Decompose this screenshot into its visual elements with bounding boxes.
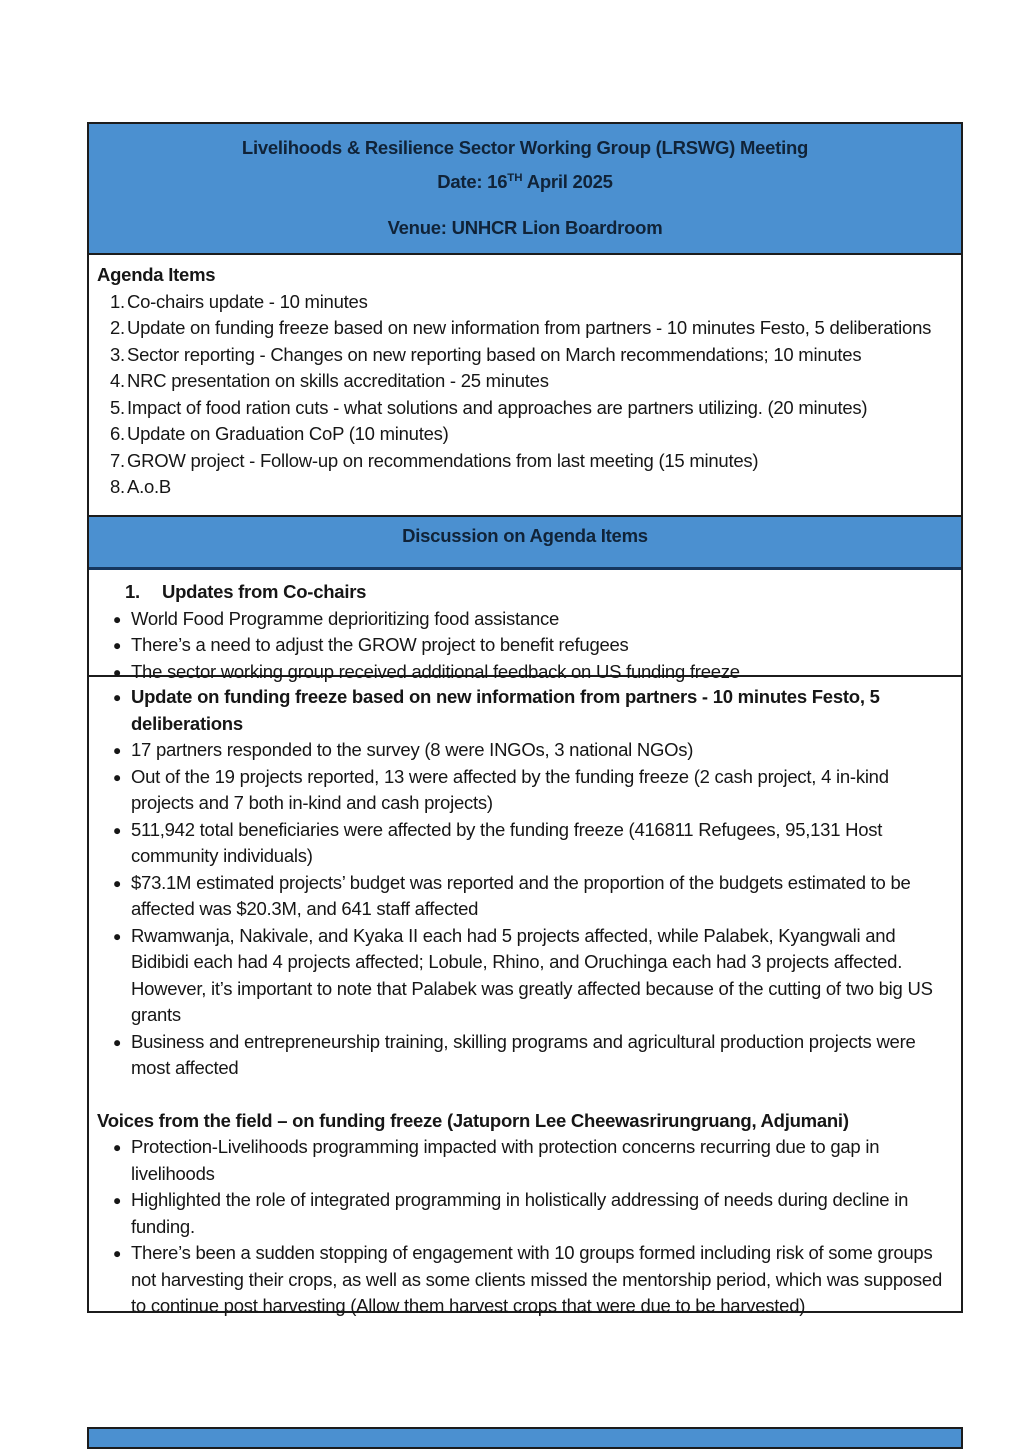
- bullet-icon: ●: [113, 689, 122, 705]
- agenda-item-number: 3.: [110, 343, 125, 365]
- bullet-item: [97, 606, 951, 633]
- agenda-item-text: Impact of food ration cuts - what solutions and approaches are partners utilizing. (20 minutes): [127, 396, 868, 418]
- bullet-item: [97, 764, 951, 817]
- agenda-item-text: NRC presentation on skills accreditation - 25 minutes: [127, 370, 549, 391]
- bullet-text: 17 partners responded to the survey (8 were INGOs, 3 national NGOs): [131, 739, 694, 760]
- bullet-icon: ●: [113, 1033, 122, 1050]
- agenda-item: [97, 395, 951, 422]
- bullet-icon: ●: [113, 610, 122, 627]
- cochairs-heading: [97, 579, 951, 606]
- bullet-icon: ●: [113, 663, 122, 680]
- title-header-band: [89, 124, 961, 255]
- bullet-text: Highlighted the role of integrated programming in holistically addressing of needs during decline in funding.: [131, 1189, 909, 1237]
- agenda-heading: Agenda Items: [97, 264, 216, 285]
- bullet-item: [97, 659, 951, 686]
- agenda-item: [97, 315, 951, 342]
- discussion-band-title: Discussion on Agenda Items: [402, 525, 648, 546]
- bullet-icon: ●: [113, 742, 122, 758]
- bullet-item: [97, 923, 951, 1029]
- minutes-table: [87, 122, 963, 1316]
- bullet-icon: ●: [113, 1245, 122, 1261]
- bullet-item: [97, 1240, 951, 1320]
- bullet-icon: ●: [113, 637, 122, 653]
- agenda-item: [97, 448, 951, 475]
- meeting-title: Livelihoods & Resilience Sector Working Group (LRSWG) Meeting: [241, 137, 809, 158]
- header-blank-line: [89, 197, 961, 213]
- agenda-item-number: 6.: [110, 423, 125, 444]
- cochairs-heading-text: Updates from Co-chairs: [162, 581, 367, 602]
- agenda-item-number: 1.: [110, 290, 125, 312]
- agenda-section: [89, 255, 961, 515]
- voices-heading: Voices from the field – on funding freeze (Jatuporn Lee Cheewasrirungruang, Adjumani): [97, 1109, 849, 1131]
- bullet-text: $73.1M estimated projects’ budget was reported and the proportion of the budgets estimated to be affected was $20.3M, and 641 staff affected: [131, 871, 911, 919]
- agenda-item: [97, 289, 951, 316]
- next-section-band-cutoff: [87, 1427, 963, 1449]
- bullet-item: [97, 817, 951, 870]
- agenda-item-number: 5.: [110, 396, 125, 418]
- bullet-text: 511,942 total beneficiaries were affected by the funding freeze (416811 Refugees, 95,131 Host community individuals): [131, 818, 883, 866]
- bullet-text: There’s been a sudden stopping of engagement with 10 groups formed including risk of some groups not harvesting their crops, as well as some clients missed the mentorship period, which was supposed to continue post harvesting (Allow them harvest crops that were due to be harvested): [131, 1242, 942, 1316]
- bullet-text: World Food Programme deprioritizing food assistance: [131, 607, 560, 629]
- date-suffix: April 2025: [522, 171, 613, 193]
- discussion-header-band: [89, 515, 961, 570]
- bullet-icon: ●: [113, 821, 122, 838]
- agenda-item-number: 8.: [110, 476, 125, 497]
- bullet-item: [97, 684, 951, 737]
- agenda-item-number: 4.: [110, 370, 125, 391]
- bullet-text: Protection-Livelihoods programming impacted with protection concerns recurring due to gap in livelihoods: [131, 1136, 880, 1184]
- agenda-item-text: Co-chairs update - 10 minutes: [127, 290, 368, 312]
- agenda-item: [97, 342, 951, 369]
- agenda-item: [97, 368, 951, 395]
- agenda-item: [97, 421, 951, 448]
- date-prefix: Date: 16: [437, 171, 508, 193]
- meeting-date: [89, 163, 961, 197]
- bullet-item: [97, 632, 951, 659]
- bullet-item: [97, 737, 951, 764]
- funding-lead-bullet-text: Update on funding freeze based on new information from partners - 10 minutes Festo, 5 deliberations: [131, 686, 880, 734]
- bullet-icon: ●: [113, 1139, 122, 1155]
- bullet-icon: ●: [113, 927, 122, 944]
- agenda-item-number: 2.: [110, 317, 125, 338]
- bullet-item: [97, 1187, 951, 1240]
- bullet-item: [97, 870, 951, 923]
- bullet-icon: ●: [113, 874, 122, 891]
- blank-line: [97, 1082, 951, 1108]
- funding-freeze-section: [89, 677, 961, 1316]
- bullet-text: Business and entrepreneurship training, skilling programs and agricultural production projects were most affected: [131, 1030, 916, 1078]
- agenda-item-text: Update on funding freeze based on new information from partners - 10 minutes Festo, 5 deliberations: [127, 317, 932, 338]
- bullet-icon: ●: [113, 1192, 122, 1208]
- meeting-venue: Venue: UNHCR Lion Boardroom: [387, 217, 663, 239]
- bullet-text: Rwamwanja, Nakivale, and Kyaka II each had 5 projects affected, while Palabek, Kyangwali and Bidibidi each had 4 projects affected; Lobule, Rhino, and Oruchinga each had 3 projects affected. However, it’s important to note that Palabek was greatly affected because of the cutting of two big US grants: [131, 924, 933, 1025]
- bullet-item: [97, 1029, 951, 1082]
- agenda-item-number: 7.: [110, 449, 125, 471]
- agenda-item-text: A.o.B: [127, 476, 171, 497]
- date-ordinal-superscript: TH: [507, 172, 523, 184]
- bullet-text: The sector working group received additional feedback on US funding freeze: [131, 660, 740, 682]
- agenda-item-text: GROW project - Follow-up on recommendations from last meeting (15 minutes): [127, 449, 759, 471]
- bullet-text: Out of the 19 projects reported, 13 were affected by the funding freeze (2 cash project, 4 in-kind projects and 7 both in-kind and cash projects): [131, 765, 889, 813]
- bullet-icon: ●: [113, 768, 122, 785]
- agenda-item-text: Sector reporting - Changes on new reporting based on March recommendations; 10 minutes: [127, 343, 862, 365]
- bullet-item: [97, 1134, 951, 1187]
- cochairs-section: [89, 570, 961, 682]
- agenda-item: [97, 474, 951, 501]
- bullet-text: There’s a need to adjust the GROW project to benefit refugees: [131, 634, 629, 655]
- cochairs-heading-number: 1.: [125, 581, 140, 602]
- agenda-item-text: Update on Graduation CoP (10 minutes): [127, 423, 449, 444]
